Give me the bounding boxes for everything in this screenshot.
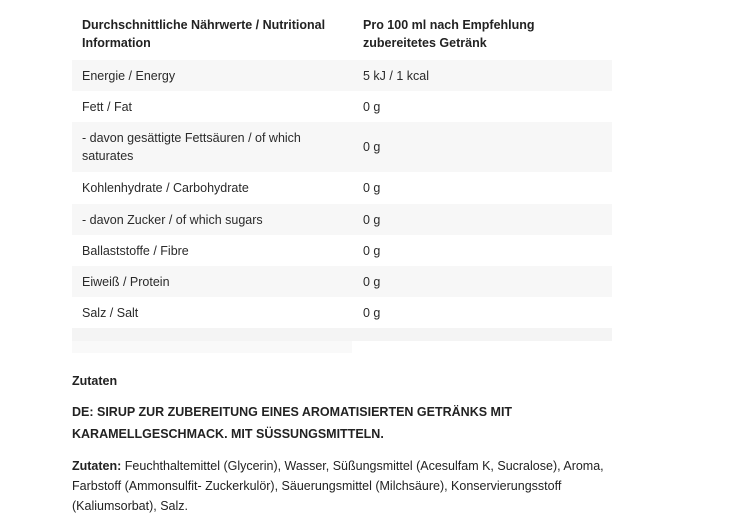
ingredients-heading: Zutaten — [72, 374, 118, 388]
table-row — [72, 172, 612, 204]
ingredients-section — [72, 372, 612, 516]
nutrient-value: 0 g — [363, 99, 381, 114]
table-row — [72, 266, 612, 297]
table-row — [72, 122, 612, 172]
nutrient-name: Fett / Fat — [82, 99, 133, 114]
nutrient-name: Ballaststoffe / Fibre — [82, 243, 189, 258]
nutrient-value: 0 g — [363, 212, 381, 227]
table-row — [72, 91, 612, 122]
nutrient-value: 0 g — [363, 243, 381, 258]
nutrient-value: 0 g — [363, 140, 381, 154]
nutrient-name: - davon gesättigte Fettsäuren / of which saturates — [82, 131, 301, 163]
ingredients-label: Zutaten: — [72, 459, 122, 473]
column-header-nutrient: Durchschnittliche Nährwerte / Nutritional Information — [82, 18, 326, 50]
nutrient-name: Kohlenhydrate / Carbohydrate — [82, 181, 249, 195]
ingredients-list — [72, 456, 612, 516]
table-row — [72, 60, 612, 91]
table-row — [72, 297, 612, 328]
ingredients-text: Feuchthaltemittel (Glycerin), Wasser, Süßungsmittel (Acesulfam K, Sucralose), Aroma, Farbstoff (Ammonsulfit- Zuckerkulör), Säuerungsmittel (Milchsäure), Konservierungsstoff (Kaliumsorbat), Salz. — [72, 459, 604, 513]
table-empty-row — [72, 328, 612, 341]
nutrition-table — [72, 8, 612, 328]
nutrient-value: 5 kJ / 1 kcal — [363, 68, 429, 83]
table-header-row — [72, 8, 612, 60]
nutrient-value: 0 g — [363, 274, 381, 289]
nutrient-name: Eiweiß / Protein — [82, 274, 170, 289]
nutrient-name: - davon Zucker / of which sugars — [82, 212, 263, 227]
table-row — [72, 204, 612, 235]
table-empty-row-lower — [72, 341, 352, 353]
nutrient-name: Energie / Energy — [82, 68, 176, 83]
ingredients-intro: DE: SIRUP ZUR ZUBEREITUNG EINES AROMATISIERTEN GETRÄNKS MIT KARAMELLGESCHMACK. MIT SÜSSUNGSMITTELN. — [72, 405, 513, 441]
nutrient-name: Salz / Salt — [82, 305, 139, 320]
table-row — [72, 235, 612, 266]
nutrient-value: 0 g — [363, 181, 381, 195]
nutrient-value: 0 g — [363, 305, 381, 320]
column-header-amount: Pro 100 ml nach Empfehlung zubereitetes Getränk — [363, 18, 535, 50]
